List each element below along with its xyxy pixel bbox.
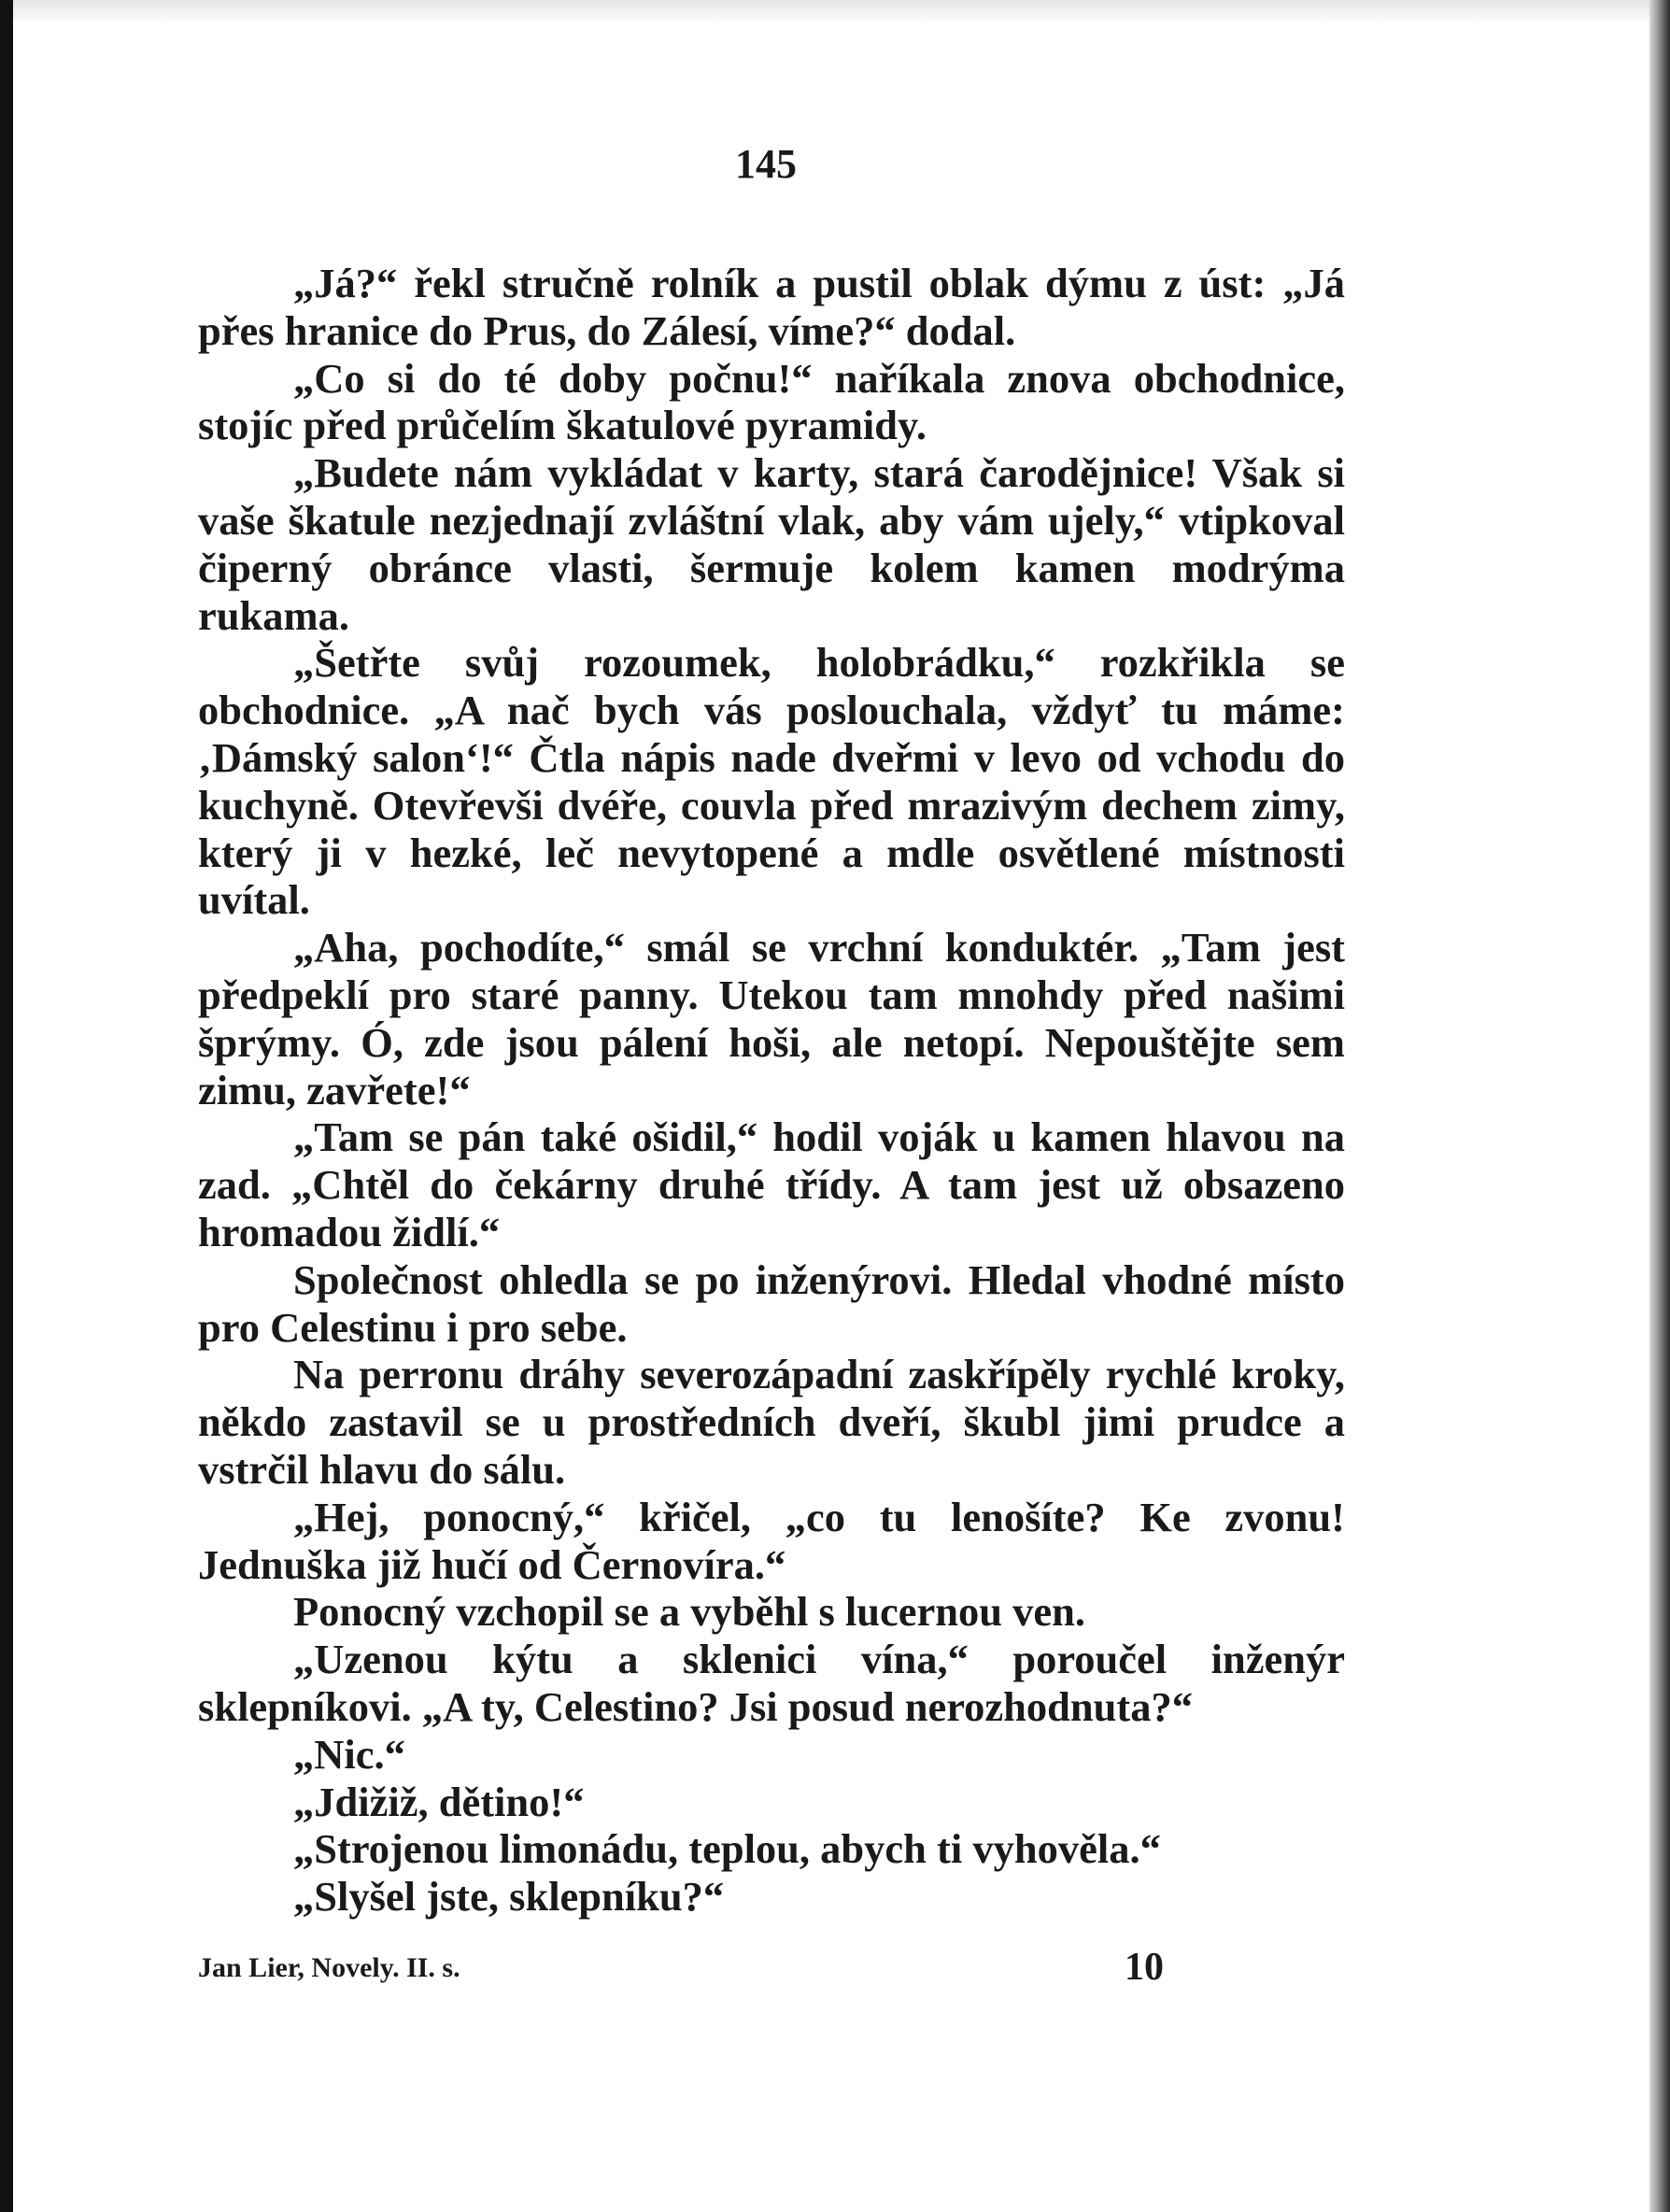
footer-sheet-number: 10 <box>1125 1946 1164 1989</box>
paragraph: Ponocný vzchopil se a vyběhl s lucernou ven. <box>293 1588 1086 1636</box>
page-number: 145 <box>735 141 797 187</box>
paragraph: „Jdižiž, dětino!“ <box>293 1778 585 1825</box>
paragraph: „Šetřte svůj rozoumek, holobrádku,“ rozkřikla se obchodnice. „A nač bych vás poslouchala, vždyť tu máme: ‚Dámský salon‘!“ Čtla nápis nade dveřmi v levo od vchodu do kuchyně. Otevřevši dvéře, couvla před mrazivým dechem zimy, který ji v hezké, leč nevytopené a mdle osvětlené místnosti uvítal. <box>198 639 1345 924</box>
paragraph: Společnost ohledla se po inženýrovi. Hledal vhodné místo pro Celestinu i pro sebe. <box>198 1255 1345 1351</box>
paragraph: „Hej, ponocný,“ křičel, „co tu lenošíte? Ke zvonu! Jednuška již hučí od Černovíra.“ <box>198 1493 1345 1588</box>
paragraph: „Slyšel jste, sklepníku?“ <box>293 1873 725 1921</box>
paragraph: „Nic.“ <box>293 1730 405 1778</box>
footer-signature: Jan Lier, Novely. II. s. <box>198 1952 460 1983</box>
paragraph: „Strojenou limonádu, teplou, abych ti vyhověla.“ <box>293 1825 1161 1873</box>
body-text <box>198 260 1345 1921</box>
paragraph: Na perronu dráhy severozápadní zaskřípěly rychlé kroky, někdo zastavil se u prostředních dveří, škubl jimi prudce a vstrčil hlavu do sálu. <box>198 1351 1345 1493</box>
paragraph: „Tam se pán také ošidil,“ hodil voják u kamen hlavou na zad. „Chtěl do čekárny druhé třídy. A tam jest už obsazeno hromadou židlí.“ <box>198 1113 1345 1255</box>
paragraph: „Uzenou kýtu a sklenici vína,“ poroučel inženýr sklepníkovi. „A ty, Celestino? Jsi posud nerozhodnuta?“ <box>198 1636 1345 1730</box>
paragraph: „Co si do té doby počnu!“ naříkala znova obchodnice, stojíc před průčelím škatulové pyramidy. <box>198 354 1345 449</box>
paragraph: „Aha, pochodíte,“ smál se vrchní konduktér. „Tam jest předpeklí pro staré panny. Utekou tam mnohdy před našimi šprýmy. Ó, zde jsou pálení hoši, ale netopí. Nepouštějte sem zimu, zavřete!“ <box>198 924 1345 1113</box>
paragraph: „Já?“ řekl stručně rolník a pustil oblak dýmu z úst: „Já přes hranice do Prus, do Zálesí, víme?“ dodal. <box>198 260 1345 354</box>
paragraph: „Budete nám vykládat v karty, stará čarodějnice! Však si vaše škatule nezjednají zvláštní vlak, aby vám ujely,“ vtipkoval čiperný obránce vlasti, šermuje kolem kamen modrýma rukama. <box>198 449 1345 639</box>
